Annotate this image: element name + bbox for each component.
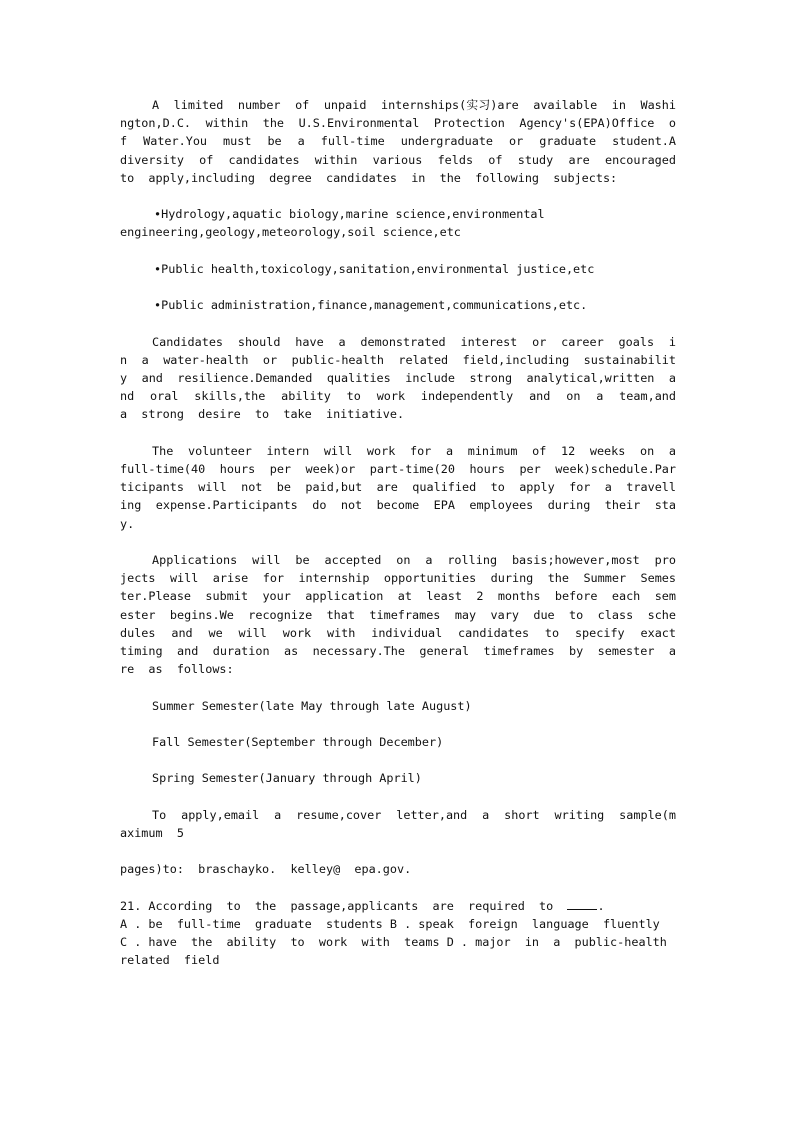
question-21 <box>120 897 682 970</box>
bullet-text: Public health,toxicology,sanitation,environmental justice,etc <box>161 261 595 276</box>
question-options-line-1: A . be full-time graduate students B . speak foreign language fluently <box>120 916 660 931</box>
semester-fall: Fall Semester(September through December) <box>152 734 444 749</box>
question-stem-end: . <box>597 898 605 913</box>
paragraph-applications: Applications will be accepted on a rolling basis;however,most projects will arise for internship opportunities during the Summer Semester.Please submit your application at least 2 months before each semester begins.We recognize that timeframes may vary due to class schedules and we will work with individual candidates to specify exact timing and duration as necessary.The general timeframes by semester are as follows: <box>120 552 691 677</box>
bullet-text: Public administration,finance,management,communications,etc. <box>161 298 588 313</box>
question-stem-text: 21. According to the passage,applicants are required to <box>120 898 554 913</box>
bullet-dot-icon: • <box>154 298 162 313</box>
semester-summer: Summer Semester(late May through late August) <box>152 698 472 713</box>
paragraph-qualifications: Candidates should have a demonstrated interest or career goals in a water-health or public-health related field,including sustainability and resilience.Demanded qualities include strong analytical,written and oral skills,the ability to work independently and on a team,and a strong desire to take initiative. <box>120 334 691 422</box>
bullet-item-1 <box>120 205 676 241</box>
bullet-dot-icon: • <box>154 207 162 222</box>
paragraph-how-to-apply: To apply,email a resume,cover letter,and a short writing sample(maximum 5 <box>120 807 676 840</box>
paragraph-schedule: The volunteer intern will work for a minimum of 12 weeks on a full-time(40 hours per week)or part-time(20 hours per week)schedule.Participants will not be paid,but are qualified to apply for a travelling expense.Participants do not become EPA employees during their stay. <box>120 443 691 531</box>
bullet-item-3 <box>120 296 676 314</box>
paragraph-intro: A limited number of unpaid internships(实习)are available in Washington,D.C. within the U.S.Environmental Protection Agency's(EPA)Office of Water.You must be a full-time undergraduate or graduate student.A diversity of candidates within various felds of study are encouraged to apply,including degree candidates in the following subjects: <box>120 98 691 185</box>
bullet-text: Hydrology,aquatic biology,marine science,environmental engineering,geology,meteorology,soil science,etc <box>120 207 545 240</box>
semester-spring: Spring Semester(January through April) <box>152 771 422 786</box>
bullet-item-2 <box>120 260 676 278</box>
answer-blank <box>567 897 597 910</box>
question-options-line-2: C . have the ability to work with teams D . major in a public-health related field <box>120 935 682 968</box>
question-stem <box>120 897 676 915</box>
bullet-dot-icon: • <box>154 261 162 276</box>
paragraph-email: pages)to: braschayko. kelley@ epa.gov. <box>120 862 412 877</box>
document-page <box>120 96 691 970</box>
